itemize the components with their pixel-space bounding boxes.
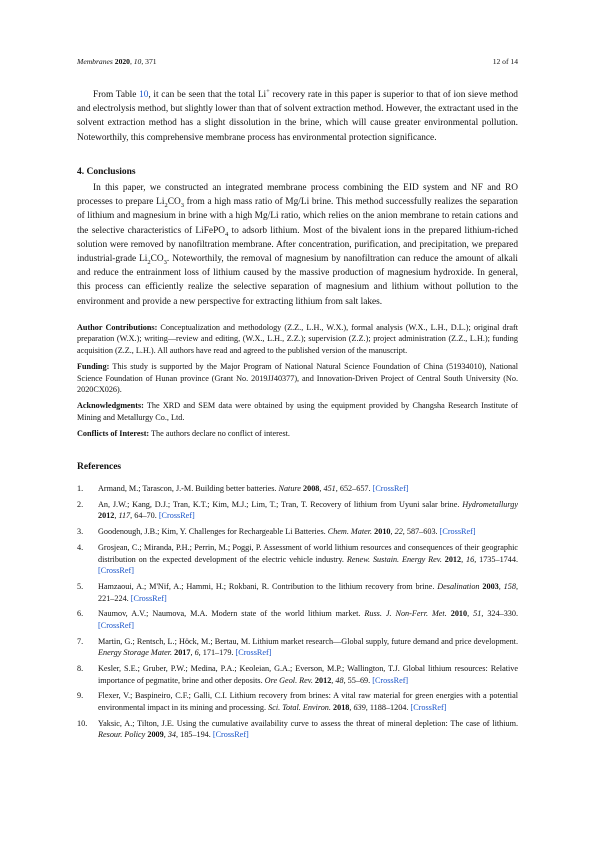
reference-year: 2008 <box>303 484 320 493</box>
reference-pages: , 587–603. <box>402 527 440 537</box>
reference-year: 2003 <box>482 581 499 591</box>
crossref-link[interactable]: [CrossRef] <box>372 484 409 493</box>
funding-statement: Funding: This study is supported by the Major Program of National Natural Science Foundation of China (51934010), National Science Foundation of Hunan province (Grant No. 2019JJ40377), and Innovation-Driven Project of Central South University (No. 2020CX026). <box>77 362 518 395</box>
reference-authors-title: Martin, G.; Rentsch, L.; Höck, M.; Bertau, M. Lithium market research—Global supply, future demand and price development. <box>98 636 518 646</box>
reference-pages: , 221–224. <box>98 581 518 603</box>
reference-number: 3. <box>77 527 84 537</box>
article-number: 371 <box>145 57 157 66</box>
reference-volume: 48 <box>335 675 344 685</box>
reference-item: 6. Naumov, A.V.; Naumova, M.A. Modern state of the world lithium market. Russ. J. Non-Ferr. Met. 2010, 51, 324–330. [CrossRef] <box>77 609 519 630</box>
references-heading-block <box>77 462 518 472</box>
reference-pages: , 1735–1744. <box>474 554 518 564</box>
reference-pages: , 1188–1204. <box>365 703 411 712</box>
reference-item: 2. An, J.W.; Kang, D.J.; Tran, K.T.; Kim, M.J.; Lim, T.; Tran, T. Recovery of lithium from Uyuni salar brine. Hydrometallurgy 2012, 117, 64–70. [CrossRef] <box>77 499 518 521</box>
reference-volume: 16 <box>466 554 475 564</box>
reference-journal: Energy Storage Mater. <box>98 648 173 658</box>
reference-year: 2010 <box>450 609 468 619</box>
reference-year: 2012 <box>444 554 462 564</box>
journal-name: Membranes <box>77 57 113 66</box>
reference-pages: , 324–330. <box>481 609 519 619</box>
conflicts-of-interest: Conflicts of Interest: The authors declare no conflict of interest. <box>77 429 290 439</box>
reference-item: 3. Goodenough, J.B.; Kim, Y. Challenges for Rechargeable Li Batteries. Chem. Mater. 2010, 22, 587–603. [CrossRef] <box>77 527 476 537</box>
reference-pages: , 55–69. <box>343 675 373 685</box>
reference-item: 9. Flexer, V.; Baspineiro, C.F.; Galli, C.I. Lithium recovery from brines: A vital raw material for green energies with a potential environmental impact in its mining and processing. Sci. Total. Environ. 2018, 639, 1188–1204. [CrossRef] <box>77 691 518 712</box>
reference-volume: 6 <box>194 648 199 658</box>
reference-item: 7. Martin, G.; Rentsch, L.; Höck, M.; Bertau, M. Lithium market research—Global supply, future demand and price development. Energy Storage Mater. 2017, 6, 171–179. [CrossRef] <box>77 636 518 658</box>
crossref-link[interactable]: [CrossRef] <box>439 527 476 537</box>
reference-number: 4. <box>77 542 84 552</box>
journal-year: 2020 <box>114 57 130 66</box>
crossref-link[interactable]: [CrossRef] <box>130 593 167 603</box>
reference-authors-title: Grosjean, C.; Miranda, P.H.; Perrin, M.; Poggi, P. Assessment of world lithium resources and consequences of their geographic distribution on the expected development of the electric vehicle industry. <box>98 542 518 564</box>
author-contributions: Author Contributions: Conceptualization and methodology (Z.Z., L.H., W.X.), formal analysis (W.X., L.H., D.L.); original draft preparation (W.X.); writing—review and editing, (W.X., L.H., Z.Z.); supervision (Z.Z.); project administration (Z.Z., L.H.); funding acquisition (Z.Z., L.H.). All authors have read and agreed to the published version of the manuscript. <box>77 323 518 355</box>
reference-item: 4. Grosjean, C.; Miranda, P.H.; Perrin, M.; Poggi, P. Assessment of world lithium resources and consequences of their geographic distribution on the expected development of the electric vehicle industry. Renew. Sustain. Energy Rev. 2012, 16, 1735–1744. [CrossRef] <box>77 542 518 576</box>
reference-item: 10. Yaksic, A.; Tilton, J.E. Using the cumulative availability curve to assess the threat of mineral depletion: The case of lithium. Resour. Policy 2009, 34, 185–194. [CrossRef] <box>77 718 518 740</box>
reference-authors-title: Armand, M.; Tarascon, J.-M. Building better batteries. <box>98 484 279 493</box>
reference-number: 1. <box>77 484 84 493</box>
reference-journal: Nature <box>278 484 301 493</box>
reference-authors-title: An, J.W.; Kang, D.J.; Tran, K.T.; Kim, M.J.; Lim, T.; Tran, T. Recovery of lithium from Uyuni salar brine. <box>98 499 463 509</box>
reference-number: 9. <box>77 691 84 701</box>
references-heading: References <box>77 462 122 472</box>
reference-journal: Renew. Sustain. Energy Rev. <box>346 554 442 564</box>
reference-volume: 451 <box>323 484 336 493</box>
reference-year: 2012 <box>98 511 115 521</box>
reference-list <box>77 483 518 745</box>
crossref-link[interactable]: [CrossRef] <box>372 675 409 685</box>
reference-pages: , 652–657. <box>335 484 373 493</box>
reference-year: 2010 <box>374 527 391 537</box>
running-header: Membranes 2020, 10, 371 <box>77 57 157 66</box>
reference-authors-title: Naumov, A.V.; Naumova, M.A. Modern state of the world lithium market. <box>98 609 365 619</box>
reference-pages: , 171–179. <box>198 648 236 658</box>
reference-journal: Chem. Mater. <box>327 527 373 537</box>
intro-paragraph: From Table 10, it can be seen that the total Li+ recovery rate in this paper is superior to that of ion sieve method and electrolysis method, but slightly lower than that of solvent extraction method. However, the extractant used in the solvent extraction method has a slight dissolution in the brine, which will cause greater environmental pollution. Noteworthily, this comprehensive membrane process has environmental protection significance. <box>77 87 518 143</box>
reference-number: 10. <box>77 718 88 728</box>
reference-volume: 22 <box>394 527 403 537</box>
crossref-link[interactable]: [CrossRef] <box>98 620 134 630</box>
reference-item: 1. Armand, M.; Tarascon, J.-M. Building better batteries. Nature 2008, 451, 652–657. [CrossRef] <box>77 484 409 493</box>
reference-volume: 639 <box>353 703 366 712</box>
crossref-link[interactable]: [CrossRef] <box>158 511 195 521</box>
reference-year: 2009 <box>147 730 164 740</box>
reference-number: 2. <box>77 499 84 509</box>
reference-volume: 117 <box>118 511 131 521</box>
conclusions-section <box>77 167 518 309</box>
reference-volume: 158 <box>503 581 516 591</box>
journal-volume: 10 <box>133 57 142 66</box>
reference-journal: Hydrometallurgy <box>462 499 518 509</box>
page-number: 12 of 14 <box>492 57 518 66</box>
reference-journal: Desalination <box>437 581 480 591</box>
reference-pages: , 64–70. <box>130 511 159 521</box>
crossref-link[interactable]: [CrossRef] <box>212 730 249 740</box>
conclusions-paragraph: In this paper, we constructed an integrated membrane process combining the EID system and NF and RO processes to prepare $Li_2CO_3$ from a high mass ratio of Mg/Li brine. This method successfully realizes the separation of lithium and magnesium in brine with a high Mg/Li ratio, which relies on the anion membrane to retain cations and the selective characteristics of LiFePO$_4$ to adsorb lithium. Most of the bivalent ions in the prepared lithium-riched solution were removed by nanofiltration membrane. After concentration, purification, and precipitation, we prepared industrial-grade $Li_2CO_3$. Noteworthily, the removal of magnesium by nanofiltration can reduce the amount of alkali and reduce the entrainment loss of lithium caused by the massive production of magnesium hydroxide. In general, this process can efficiently realize the selective separation of magnesium and lithium without pollution to the environment and provide a new perspective for extracting lithium from salt lakes. <box>77 183 518 307</box>
crossref-link[interactable]: [CrossRef] <box>410 703 447 712</box>
reference-authors-title: Kesler, S.E.; Gruber, P.W.; Medina, P.A.; Keoleian, G.A.; Everson, M.P.; Wallington, T.J. Global lithium resources: Relative importance of pegmatite, brine and other deposits. <box>98 664 518 685</box>
reference-authors-title: Hamzaoui, A.; M'Nif, A.; Hammi, H.; Rokbani, R. Contribution to the lithium recovery from brine. <box>98 581 438 591</box>
back-matter <box>77 322 518 440</box>
reference-volume: 34 <box>167 730 176 740</box>
reference-journal: Russ. J. Non-Ferr. Met. <box>364 609 447 619</box>
crossref-link[interactable]: [CrossRef] <box>98 566 134 576</box>
reference-number: 7. <box>77 636 84 646</box>
reference-journal: Sci. Total. Environ. <box>268 703 331 712</box>
reference-authors-title: Goodenough, J.B.; Kim, Y. Challenges for Rechargeable Li Batteries. <box>98 527 328 537</box>
reference-number: 8. <box>77 664 84 674</box>
reference-authors-title: Flexer, V.; Baspineiro, C.F.; Galli, C.I. Lithium recovery from brines: A vital raw material for green energies with a potential environmental impact in its mining and processing. <box>98 691 518 712</box>
acknowledgments: Acknowledgments: The XRD and SEM data were obtained by using the equipment provided by Changsha Research Institute of Mining and Metallurgy Co., Ltd. <box>77 401 518 422</box>
reference-authors-title: Yaksic, A.; Tilton, J.E. Using the cumulative availability curve to assess the threat of mineral depletion: The case of lithium. <box>98 718 518 728</box>
reference-item: 8. Kesler, S.E.; Gruber, P.W.; Medina, P.A.; Keoleian, G.A.; Everson, M.P.; Wallington, T.J. Global lithium resources: Relative importance of pegmatite, brine and other deposits. Ore Geol. Rev. 2012, 48, 55–69. [CrossRef] <box>77 664 518 685</box>
section-heading: 4. Conclusions <box>77 167 136 177</box>
reference-journal: Ore Geol. Rev. <box>264 675 313 685</box>
reference-journal: Resour. Policy <box>98 730 146 740</box>
reference-pages: , 185–194. <box>176 730 213 740</box>
reference-number: 5. <box>77 581 84 591</box>
reference-number: 6. <box>77 609 84 619</box>
reference-year: 2018 <box>333 703 350 712</box>
crossref-link[interactable]: [CrossRef] <box>235 648 272 658</box>
reference-item: 5. Hamzaoui, A.; M'Nif, A.; Hammi, H.; Rokbani, R. Contribution to the lithium recovery from brine. Desalination 2003, 158, 221–224. [CrossRef] <box>77 581 518 603</box>
table-link[interactable]: 10 <box>139 90 149 100</box>
intro-paragraph-block <box>77 88 518 145</box>
reference-year: 2017 <box>174 648 191 658</box>
reference-year: 2012 <box>314 675 332 685</box>
reference-volume: 51 <box>473 609 482 619</box>
